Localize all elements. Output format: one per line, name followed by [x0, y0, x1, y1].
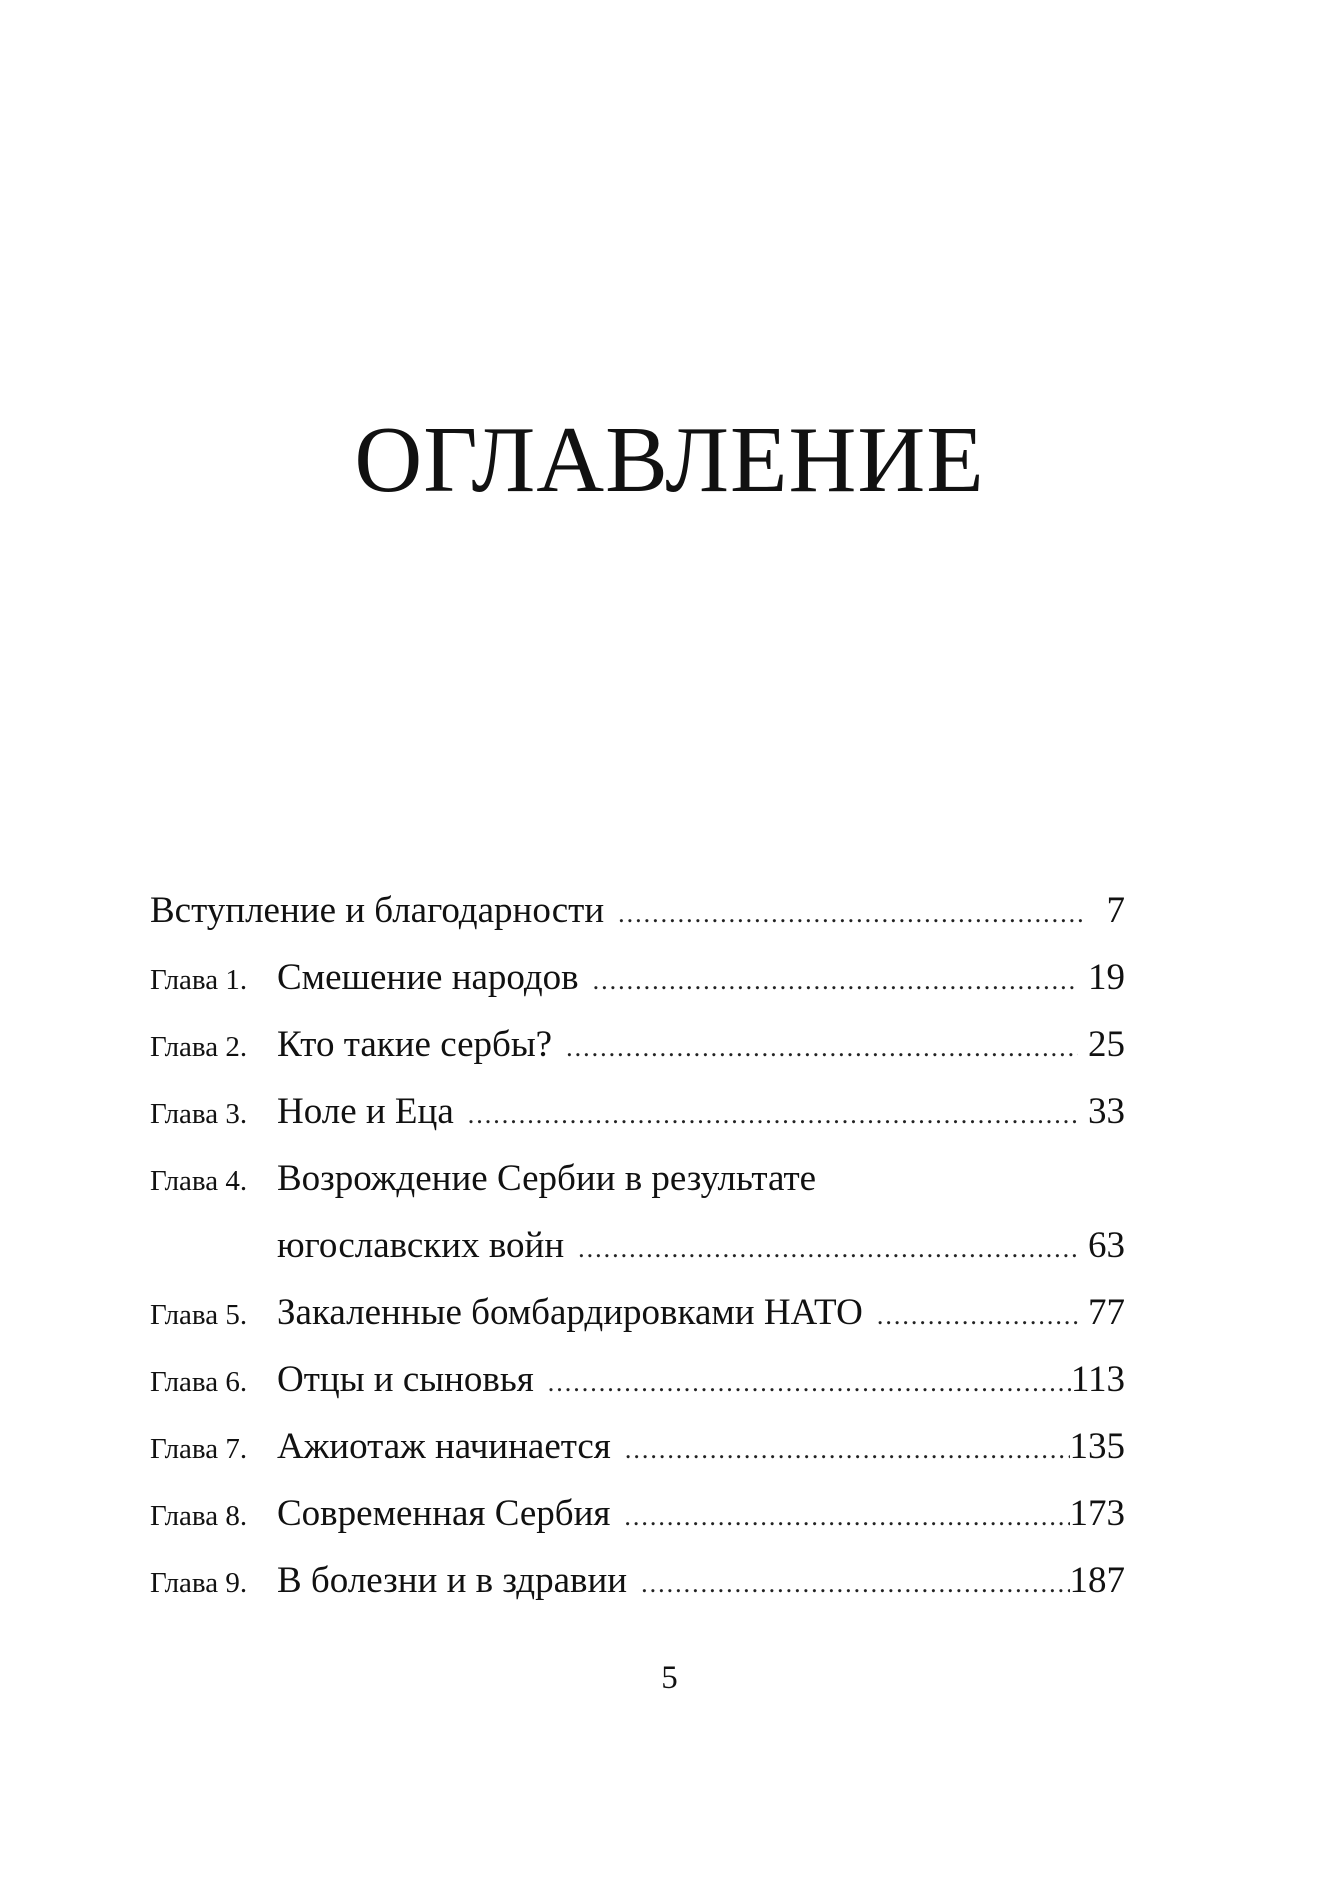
- toc-entry-chapter-1[interactable]: [150, 944, 1125, 1011]
- dot-leader: [566, 1014, 1078, 1081]
- toc-page-number: 7: [1106, 890, 1125, 931]
- dot-leader: [618, 880, 1085, 947]
- toc-entry-title: Смешение народов: [277, 957, 579, 998]
- toc-entry-title: Отцы и сыновья: [277, 1359, 534, 1400]
- page-number: 5: [661, 1660, 678, 1696]
- toc-entry-chapter-9[interactable]: [150, 1547, 1125, 1614]
- toc-entry-title: Современная Сербия: [277, 1493, 611, 1534]
- dot-leader: [877, 1282, 1078, 1349]
- toc-entry-chapter-5[interactable]: [150, 1279, 1125, 1346]
- toc-page-number: 135: [1069, 1426, 1125, 1467]
- chapter-label: Глава 7.: [150, 1433, 248, 1465]
- chapter-label: Глава 1.: [150, 964, 248, 996]
- toc-page-number: 113: [1070, 1359, 1125, 1400]
- dot-leader: [468, 1081, 1078, 1148]
- toc-entry-title: В болезни и в здравии: [277, 1560, 628, 1601]
- chapter-label: Глава 2.: [150, 1031, 248, 1063]
- dot-leader: [593, 947, 1078, 1014]
- toc-entry-chapter-8[interactable]: [150, 1480, 1125, 1547]
- chapter-label: Глава 8.: [150, 1500, 248, 1532]
- toc-entry-title: Возрождение Сербии в результате: [277, 1158, 817, 1199]
- chapter-label: Глава 5.: [150, 1299, 248, 1331]
- page-title: ОГЛАВЛЕНИЕ: [354, 408, 985, 512]
- toc-entry-title: Закаленные бомбардировками НАТО: [277, 1292, 863, 1333]
- toc-entry-title-continued: югославских войн: [277, 1225, 565, 1266]
- toc-entry-title: Вступление и благодарности: [150, 890, 605, 931]
- dot-leader: [624, 1483, 1069, 1550]
- toc-entry-intro[interactable]: [150, 877, 1125, 944]
- dot-leader: [641, 1550, 1069, 1617]
- toc-entry-chapter-4-continued[interactable]: [150, 1212, 1125, 1279]
- table-of-contents: [150, 877, 1125, 1614]
- toc-page-number: 187: [1069, 1560, 1125, 1601]
- toc-page-number: 33: [1088, 1091, 1125, 1132]
- toc-page-number: 63: [1088, 1225, 1125, 1266]
- toc-entry-title: Ноле и Еца: [277, 1091, 454, 1132]
- toc-page-number: 77: [1088, 1292, 1125, 1333]
- toc-entry-chapter-3[interactable]: [150, 1078, 1125, 1145]
- dot-leader: [625, 1416, 1070, 1483]
- toc-page-number: 173: [1069, 1493, 1125, 1534]
- dot-leader: [578, 1215, 1078, 1282]
- toc-entry-title: Ажиотаж начинается: [277, 1426, 611, 1467]
- chapter-label: Глава 9.: [150, 1567, 248, 1599]
- chapter-label: Глава 4.: [150, 1165, 248, 1197]
- toc-entry-title: Кто такие сербы?: [277, 1024, 553, 1065]
- toc-entry-chapter-4[interactable]: [150, 1145, 1125, 1212]
- toc-entry-chapter-7[interactable]: [150, 1413, 1125, 1480]
- toc-page-number: 19: [1088, 957, 1125, 998]
- chapter-label: Глава 3.: [150, 1098, 248, 1130]
- chapter-label: Глава 6.: [150, 1366, 248, 1398]
- toc-entry-chapter-2[interactable]: [150, 1011, 1125, 1078]
- toc-page-number: 25: [1088, 1024, 1125, 1065]
- toc-entry-chapter-6[interactable]: [150, 1346, 1125, 1413]
- dot-leader: [548, 1349, 1071, 1416]
